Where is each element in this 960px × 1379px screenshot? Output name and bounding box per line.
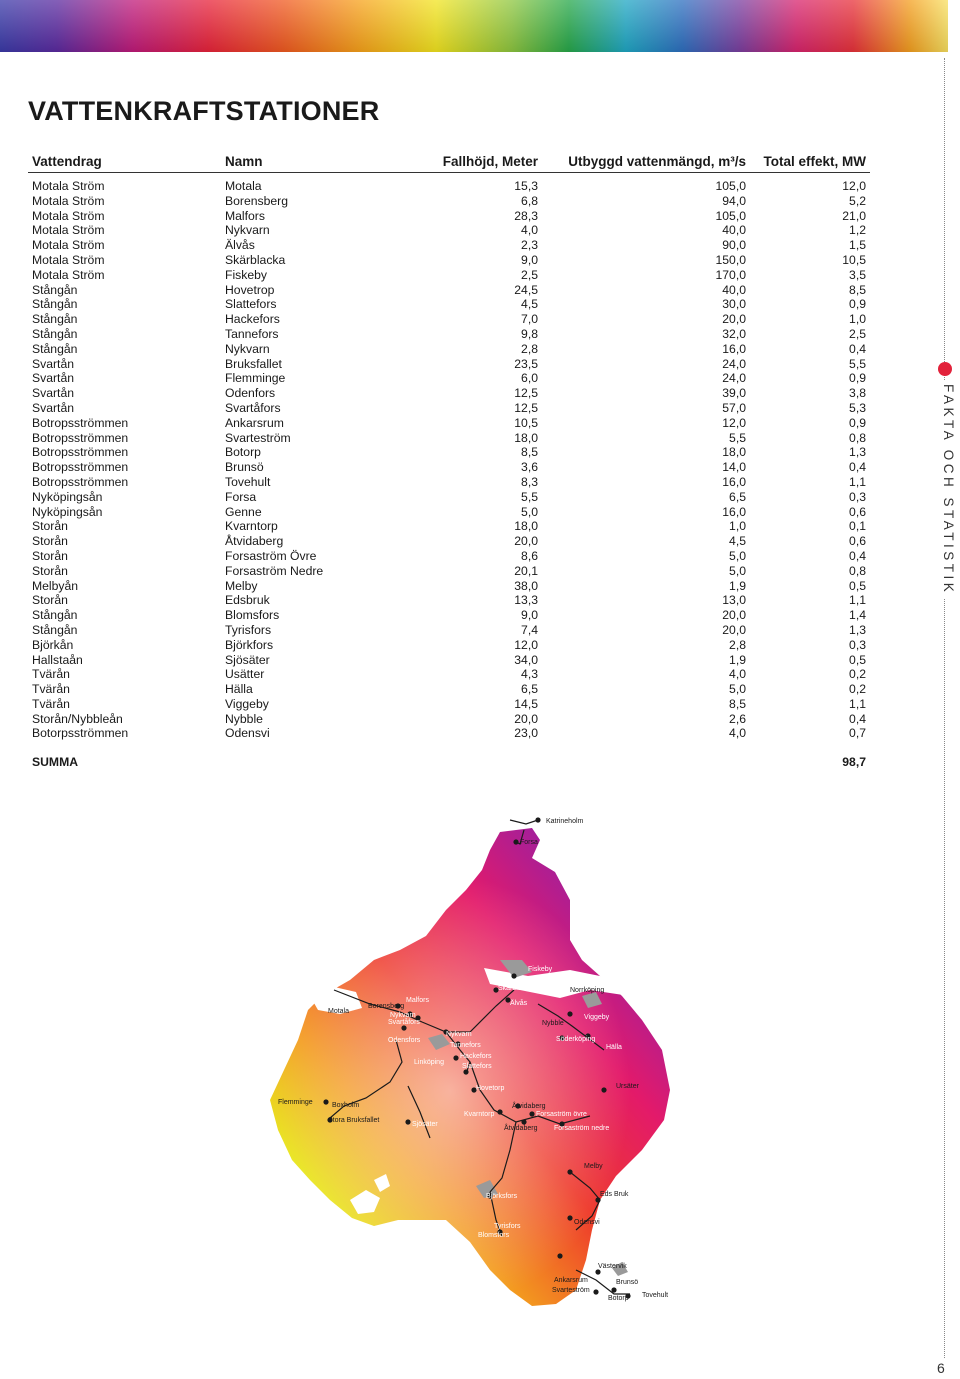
map-label-skarblacka: Skärblacka (498, 985, 533, 992)
cell-river: Storån/Nybbleån (32, 711, 123, 726)
cell-power: 0,5 (849, 652, 866, 667)
map-label-viggeby: Viggeby (584, 1014, 610, 1021)
table-row (28, 519, 870, 534)
table-row (28, 490, 870, 505)
cell-head: 2,3 (521, 238, 538, 253)
cell-river: Björkån (32, 637, 74, 652)
cell-head: 20,1 (514, 563, 538, 578)
cell-head: 7,0 (521, 312, 538, 327)
map-label-forsastrom-nedre: Forsaström nedre (554, 1125, 610, 1132)
cell-flow: 105,0 (715, 208, 746, 223)
cell-name: Nykvarn (225, 341, 270, 356)
cell-name: Odenfors (225, 386, 276, 401)
cell-head: 18,0 (514, 519, 538, 534)
cell-name: Nybble (225, 711, 263, 726)
cell-river: Botropsströmmen (32, 430, 129, 445)
cell-head: 12,5 (514, 386, 538, 401)
map-label-nykvarn-2: Nykvarn (446, 1031, 472, 1038)
table-row (28, 564, 870, 579)
cell-name: Genne (225, 504, 262, 519)
cell-head: 8,6 (521, 548, 538, 563)
cell-head: 9,0 (521, 608, 538, 623)
cell-head: 9,0 (521, 252, 538, 267)
table-row (28, 653, 870, 668)
cell-flow: 8,5 (729, 696, 746, 711)
cell-river: Botropsströmmen (32, 460, 129, 475)
table-row (28, 475, 870, 490)
table-row (28, 268, 870, 283)
cell-name: Edsbruk (225, 593, 270, 608)
cell-head: 12,0 (514, 637, 538, 652)
table-row (28, 297, 870, 312)
cell-head: 10,5 (514, 415, 538, 430)
cell-power: 0,2 (849, 667, 866, 682)
cell-river: Hallstaån (32, 652, 83, 667)
cell-river: Motala Ström (32, 238, 105, 253)
page-number: 6 (937, 1360, 945, 1376)
map-label-atvidaberg-2: Åtvidaberg (504, 1125, 538, 1132)
map-label-alvas: Älvås (510, 1000, 528, 1007)
cell-flow: 40,0 (722, 282, 746, 297)
cell-name: Melby (225, 578, 258, 593)
cell-river: Tvärån (32, 667, 70, 682)
cell-flow: 1,9 (729, 578, 746, 593)
cell-head: 2,5 (521, 267, 538, 282)
map-label-svartafors: Svartåfors (388, 1019, 420, 1026)
cell-power: 1,1 (849, 474, 866, 489)
table-row (28, 327, 870, 342)
cell-flow: 20,0 (722, 608, 746, 623)
cell-name: Skärblacka (225, 252, 286, 267)
map-label-vastervik: Västervik (598, 1263, 627, 1270)
cell-river: Melbyån (32, 578, 79, 593)
cell-flow: 20,0 (722, 312, 746, 327)
cell-head: 18,0 (514, 430, 538, 445)
cell-power: 0,5 (849, 578, 866, 593)
cell-river: Botropsströmmen (32, 415, 129, 430)
cell-name: Tyrisfors (225, 622, 272, 637)
map-label-tovehult: Tovehult (642, 1292, 669, 1299)
cell-power: 5,2 (849, 193, 866, 208)
side-dotted-rule (944, 58, 947, 1358)
map-label-brunso: Brunsö (616, 1279, 639, 1286)
cell-river: Stångån (32, 341, 78, 356)
cell-flow: 94,0 (722, 193, 746, 208)
map-label-slattefors: Slattefors (462, 1063, 492, 1070)
table-row (28, 579, 870, 594)
cell-name: Botorp (225, 445, 261, 460)
cell-power: 0,9 (849, 371, 866, 386)
table-row (28, 726, 870, 741)
header-power: Total effekt, MW (750, 150, 870, 173)
cell-river: Stångån (32, 326, 78, 341)
cell-power: 1,2 (849, 223, 866, 238)
cell-flow: 150,0 (715, 252, 746, 267)
table-row (28, 460, 870, 475)
cell-flow: 12,0 (722, 415, 746, 430)
map-label-blomsfors: Blomsfors (478, 1232, 510, 1239)
map-label-katrineholm: Katrineholm (546, 818, 584, 825)
cell-flow: 20,0 (722, 622, 746, 637)
cell-name: Tovehult (225, 474, 271, 489)
cell-power: 1,5 (849, 238, 866, 253)
table-row (28, 238, 870, 253)
cell-power: 2,5 (849, 326, 866, 341)
map-label-borensberg: Borensberg (368, 1003, 405, 1010)
table-header-row (28, 150, 870, 173)
cell-power: 0,4 (849, 341, 866, 356)
map-label-flemminge: Flemminge (278, 1099, 313, 1106)
cell-name: Odensvi (225, 726, 270, 741)
cell-flow: 14,0 (722, 460, 746, 475)
header-river: Vattendrag (28, 150, 221, 173)
cell-power: 1,0 (849, 312, 866, 327)
table-row (28, 342, 870, 357)
cell-power: 12,0 (842, 179, 866, 193)
cell-head: 6,8 (521, 193, 538, 208)
sum-value: 98,7 (842, 755, 866, 770)
cell-name: Åtvidaberg (225, 534, 284, 549)
cell-flow: 30,0 (722, 297, 746, 312)
cell-power: 1,3 (849, 445, 866, 460)
header-flow: Utbyggd vattenmängd, m³/s (542, 150, 750, 173)
cell-flow: 4,0 (729, 667, 746, 682)
cell-flow: 13,0 (722, 593, 746, 608)
cell-name: Björkfors (225, 637, 274, 652)
map-label-hovetorp: Hovetorp (476, 1085, 505, 1092)
cell-name: Svartåfors (225, 400, 281, 415)
map-label-norrkoping: Norrköping (570, 987, 605, 994)
cell-river: Motala Ström (32, 208, 105, 223)
map-label-motala: Motala (328, 1008, 350, 1015)
cell-head: 9,8 (521, 326, 538, 341)
cell-name: Hälla (225, 682, 253, 697)
cell-head: 15,3 (514, 179, 538, 193)
cell-name: Forsa (225, 489, 257, 504)
map-label-odensfors: Odensfors (388, 1037, 421, 1044)
table-row (28, 223, 870, 238)
cell-head: 13,3 (514, 593, 538, 608)
hydropower-table (28, 150, 870, 770)
cell-flow: 57,0 (722, 400, 746, 415)
cell-head: 34,0 (514, 652, 538, 667)
cell-name: Kvarntorp (225, 519, 278, 534)
map-label-fiskeby: Fiskeby (528, 966, 553, 973)
cell-name: Älvås (225, 238, 255, 253)
table-row (28, 593, 870, 608)
map-label-stora-bruksfallet: Stora Bruksfallet (328, 1117, 380, 1124)
map-label-forsastrom-ovre: Forsaström övre (536, 1111, 587, 1118)
map-label-tannefors: Tannefors (450, 1042, 481, 1049)
cell-head: 4,3 (521, 667, 538, 682)
map-label-ankarsrum: Ankarsrum (554, 1277, 588, 1284)
cell-power: 0,3 (849, 489, 866, 504)
cell-power: 0,7 (849, 726, 866, 741)
cell-name: Flemminge (225, 371, 286, 386)
cell-head: 23,5 (514, 356, 538, 371)
cell-power: 10,5 (842, 252, 866, 267)
cell-head: 5,0 (521, 504, 538, 519)
cell-power: 0,3 (849, 637, 866, 652)
cell-name: Blomsfors (225, 608, 280, 623)
cell-river: Motala Ström (32, 223, 105, 238)
cell-river: Svartån (32, 371, 75, 386)
table-row (28, 209, 870, 224)
map-label-svartestrom: Svarteström (552, 1287, 590, 1294)
cell-name: Svarteström (225, 430, 291, 445)
cell-flow: 1,9 (729, 652, 746, 667)
table-row (28, 638, 870, 653)
map-label-forsa: Forsa (520, 839, 538, 846)
cell-head: 38,0 (514, 578, 538, 593)
table-row (28, 194, 870, 209)
table-row (28, 312, 870, 327)
map-label-kvarntorp: Kvarntorp (464, 1111, 495, 1118)
cell-flow: 5,0 (729, 563, 746, 578)
cell-river: Tvärån (32, 682, 70, 697)
map-label-bjorksfors: Björksfors (486, 1193, 518, 1200)
cell-river: Nyköpingsån (32, 504, 103, 519)
cell-name: Nykvarn (225, 223, 270, 238)
cell-flow: 16,0 (722, 474, 746, 489)
cell-flow: 2,6 (729, 711, 746, 726)
cell-name: Forsaström Nedre (225, 563, 324, 578)
table-row (28, 283, 870, 298)
cell-flow: 5,0 (729, 682, 746, 697)
map-label-soderkoping: Söderköping (556, 1036, 596, 1043)
cell-name: Fiskeby (225, 267, 267, 282)
cell-power: 21,0 (842, 208, 866, 223)
cell-river: Svartån (32, 386, 75, 401)
cell-flow: 5,0 (729, 548, 746, 563)
cell-flow: 39,0 (722, 386, 746, 401)
cell-head: 6,5 (521, 682, 538, 697)
cell-power: 0,6 (849, 504, 866, 519)
cell-name: Bruksfallet (225, 356, 282, 371)
cell-river: Botropsströmmen (32, 445, 129, 460)
cell-head: 6,0 (521, 371, 538, 386)
cell-name: Ankarsrum (225, 415, 284, 430)
sum-row (28, 747, 870, 770)
cell-name: Viggeby (225, 696, 269, 711)
red-dot-marker (938, 362, 952, 376)
cell-name: Tannefors (225, 326, 279, 341)
cell-river: Motala Ström (32, 193, 105, 208)
cell-river: Storån (32, 548, 68, 563)
cell-name: Usätter (225, 667, 265, 682)
cell-river: Svartån (32, 400, 75, 415)
cell-name: Sjösäter (225, 652, 270, 667)
cell-power: 3,8 (849, 386, 866, 401)
cell-head: 20,0 (514, 711, 538, 726)
cell-head: 4,5 (521, 297, 538, 312)
cell-name: Malfors (225, 208, 265, 223)
map-label-sjosater: Sjösäter (412, 1121, 438, 1128)
cell-head: 12,5 (514, 400, 538, 415)
cell-power: 8,5 (849, 282, 866, 297)
cell-river: Botropsströmmen (32, 474, 129, 489)
cell-name: Hackefors (225, 312, 280, 327)
table-row (28, 431, 870, 446)
cell-name: Brunsö (225, 460, 264, 475)
cell-river: Motala Ström (32, 267, 105, 282)
cell-river: Botorpsströmmen (32, 726, 129, 741)
table-row (28, 623, 870, 638)
cell-flow: 6,5 (729, 489, 746, 504)
cell-head: 8,5 (521, 445, 538, 460)
cell-river: Stångån (32, 608, 78, 623)
cell-river: Motala Ström (32, 179, 105, 193)
cell-power: 0,6 (849, 534, 866, 549)
cell-flow: 16,0 (722, 341, 746, 356)
cell-head: 7,4 (521, 622, 538, 637)
map-label-malfors: Malfors (406, 997, 429, 1004)
cell-river: Motala Ström (32, 252, 105, 267)
cell-power: 5,3 (849, 400, 866, 415)
cell-river: Nyköpingsån (32, 489, 103, 504)
cell-name: Borensberg (225, 193, 289, 208)
map-label-atvidaberg-1: Åtvidaberg (512, 1103, 546, 1110)
cell-power: 1,4 (849, 608, 866, 623)
cell-power: 1,1 (849, 696, 866, 711)
cell-power: 0,2 (849, 682, 866, 697)
table-row (28, 371, 870, 386)
cell-flow: 40,0 (722, 223, 746, 238)
map-label-eds-bruk: Eds Bruk (600, 1191, 629, 1198)
cell-flow: 24,0 (722, 356, 746, 371)
table-row (28, 386, 870, 401)
cell-flow: 90,0 (722, 238, 746, 253)
cell-power: 0,4 (849, 548, 866, 563)
cell-head: 2,8 (521, 341, 538, 356)
cell-flow: 32,0 (722, 326, 746, 341)
table-row (28, 534, 870, 549)
cell-name: Slattefors (225, 297, 277, 312)
cell-flow: 1,0 (729, 519, 746, 534)
cell-river: Stångån (32, 282, 78, 297)
cell-river: Stångån (32, 312, 78, 327)
cell-river: Stångån (32, 297, 78, 312)
cell-head: 3,6 (521, 460, 538, 475)
map-label-tyrisfors: Tyrisfors (494, 1223, 521, 1230)
cell-head: 20,0 (514, 534, 538, 549)
cell-power: 0,8 (849, 563, 866, 578)
map-label-hackefors: Hackefors (460, 1053, 492, 1060)
cell-flow: 4,0 (729, 726, 746, 741)
table-row (28, 682, 870, 697)
cell-head: 23,0 (514, 726, 538, 741)
cell-head: 4,0 (521, 223, 538, 238)
table-row (28, 416, 870, 431)
table-row (28, 697, 870, 712)
cell-power: 1,1 (849, 593, 866, 608)
cell-flow: 24,0 (722, 371, 746, 386)
cell-river: Stångån (32, 622, 78, 637)
cell-flow: 5,5 (729, 430, 746, 445)
cell-power: 0,4 (849, 460, 866, 475)
cell-flow: 4,5 (729, 534, 746, 549)
map-label-boxholm: Boxholm (332, 1102, 360, 1109)
cell-power: 3,5 (849, 267, 866, 282)
map-label-nykvarn-1: Nykvarn (390, 1012, 416, 1019)
cell-name: Hovetrop (225, 282, 275, 297)
map-label-odensvi: Odensvi (574, 1219, 600, 1226)
table-row (28, 179, 870, 194)
map-label-halla: Hälla (606, 1044, 622, 1051)
cell-flow: 18,0 (722, 445, 746, 460)
cell-flow: 16,0 (722, 504, 746, 519)
cell-power: 0,9 (849, 415, 866, 430)
cell-river: Storån (32, 593, 68, 608)
side-section-label: FAKTA OCH STATISTIK (936, 380, 956, 599)
table-row (28, 712, 870, 727)
rainbow-banner (0, 0, 948, 52)
sum-label: SUMMA (32, 755, 79, 770)
region-map (270, 800, 700, 1320)
map-label-ursater: Ursäter (616, 1083, 639, 1090)
cell-power: 0,9 (849, 297, 866, 312)
cell-river: Storån (32, 519, 68, 534)
cell-flow: 170,0 (715, 267, 746, 282)
map-label-linkoping: Linköping (414, 1059, 444, 1066)
table-row (28, 357, 870, 372)
cell-power: 0,1 (849, 519, 866, 534)
table-row (28, 608, 870, 623)
cell-head: 28,3 (514, 208, 538, 223)
cell-head: 5,5 (521, 489, 538, 504)
map-label-nybble: Nybble (542, 1020, 564, 1027)
map-label-botorp: Botorp (608, 1295, 629, 1302)
header-head: Fallhöjd, Meter (389, 150, 542, 173)
cell-power: 0,4 (849, 711, 866, 726)
cell-river: Storån (32, 563, 68, 578)
cell-name: Forsaström Övre (225, 548, 317, 563)
header-name: Namn (221, 150, 389, 173)
cell-flow: 2,8 (729, 637, 746, 652)
cell-head: 14,5 (514, 696, 538, 711)
cell-head: 8,3 (521, 474, 538, 489)
cell-river: Storån (32, 534, 68, 549)
cell-head: 24,5 (514, 282, 538, 297)
cell-power: 5,5 (849, 356, 866, 371)
page-title: VATTENKRAFTSTATIONER (28, 96, 380, 126)
table-row (28, 667, 870, 682)
cell-name: Motala (225, 179, 262, 193)
table-row (28, 445, 870, 460)
table-row (28, 253, 870, 268)
table-row (28, 549, 870, 564)
map-label-melby: Melby (584, 1163, 603, 1170)
cell-river: Tvärån (32, 696, 70, 711)
table-row (28, 401, 870, 416)
cell-flow: 105,0 (715, 179, 746, 193)
table-row (28, 505, 870, 520)
cell-power: 0,8 (849, 430, 866, 445)
table-body (28, 173, 870, 771)
cell-river: Svartån (32, 356, 75, 371)
cell-power: 1,3 (849, 622, 866, 637)
